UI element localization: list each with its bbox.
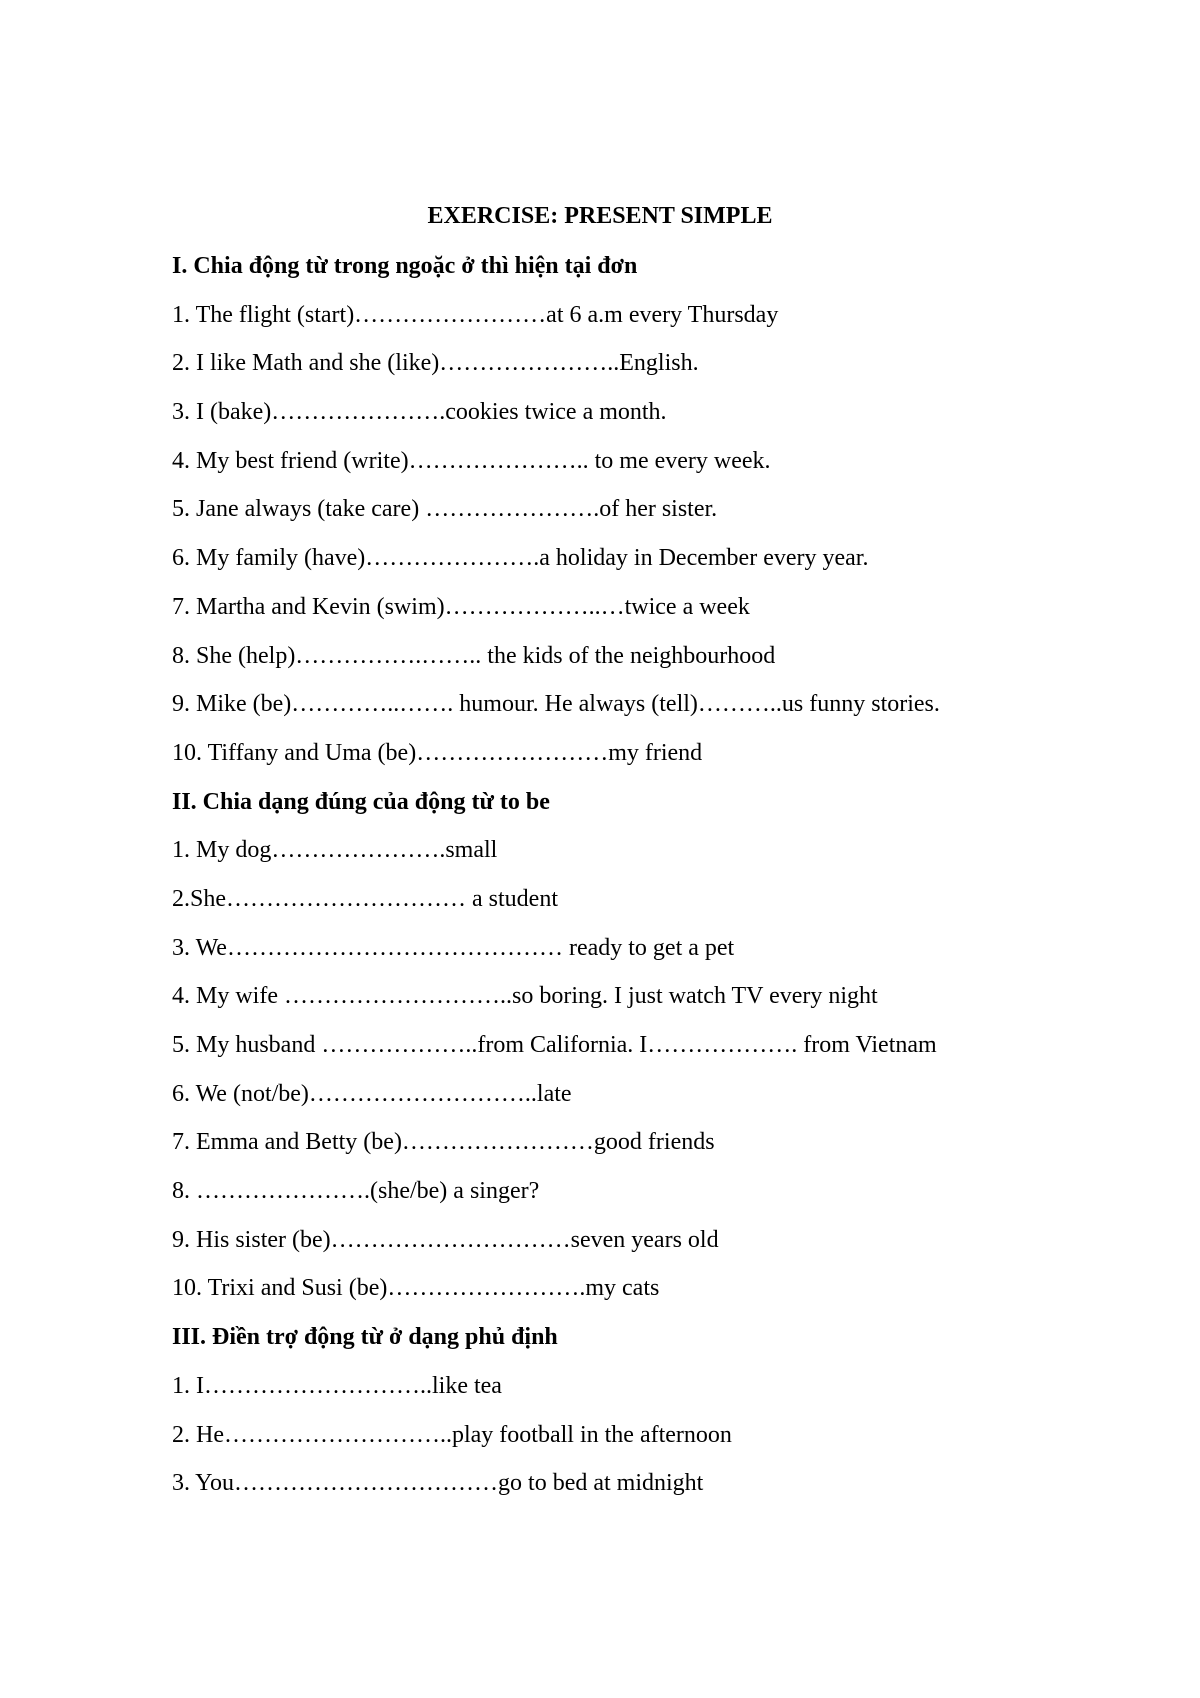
exercise-item: 8. ………………….(she/be) a singer?	[172, 1178, 540, 1205]
exercise-item: 3. We…………………………………… ready to get a pet	[172, 934, 735, 961]
section-2	[172, 786, 1072, 1322]
exercise-item: 3. I (bake)………………….cookies twice a month.	[172, 399, 667, 426]
exercise-content	[172, 250, 1072, 1516]
exercise-item: 1. I………………………..like tea	[172, 1372, 502, 1399]
document-title: EXERCISE: PRESENT SIMPLE	[427, 203, 773, 229]
exercise-item: 9. Mike (be)…………..……. humour. He always (tell)………..us funny stories.	[172, 691, 940, 718]
exercise-item: 1. The flight (start)……………………at 6 a.m every Thursday	[172, 301, 779, 328]
section-heading: II. Chia dạng đúng của động từ to be	[172, 788, 550, 815]
exercise-item: 10. Trixi and Susi (be)…………………….my cats	[172, 1275, 660, 1302]
exercise-item: 2.She………………………… a student	[172, 885, 558, 912]
exercise-item: 2. I like Math and she (like)…………………..English.	[172, 350, 699, 377]
exercise-item: 6. My family (have)………………….a holiday in December every year.	[172, 545, 869, 572]
exercise-item: 1. My dog………………….small	[172, 837, 498, 864]
section-heading: III. Điền trợ động từ ở dạng phủ định	[172, 1324, 558, 1351]
exercise-item: 10. Tiffany and Uma (be)……………………my friend	[172, 739, 703, 766]
exercise-item: 3. You……………………………go to bed at midnight	[172, 1470, 704, 1497]
section-3	[172, 1321, 1072, 1516]
exercise-item: 5. My husband ………………..from California. I………………. from Vietnam	[172, 1032, 937, 1058]
exercise-item: 7. Martha and Kevin (swim)………………..…twice a week	[172, 593, 750, 620]
exercise-item: 9. His sister (be)…………………………seven years old	[172, 1226, 719, 1253]
exercise-item: 8. She (help)…………….…….. the kids of the neighbourhood	[172, 642, 776, 669]
section-1	[172, 250, 1072, 786]
exercise-item: 2. He………………………..play football in the afternoon	[172, 1421, 732, 1448]
exercise-item: 7. Emma and Betty (be)……………………good friends	[172, 1129, 715, 1156]
exercise-item: 4. My wife ………………………..so boring. I just watch TV every night	[172, 983, 878, 1010]
exercise-item: 5. Jane always (take care) ………………….of her sister.	[172, 496, 718, 523]
exercise-item: 6. We (not/be)………………………..late	[172, 1080, 572, 1107]
exercise-item: 4. My best friend (write)………………….. to me every week.	[172, 447, 771, 474]
section-heading: I. Chia động từ trong ngoặc ở thì hiện tại đơn	[172, 253, 638, 279]
